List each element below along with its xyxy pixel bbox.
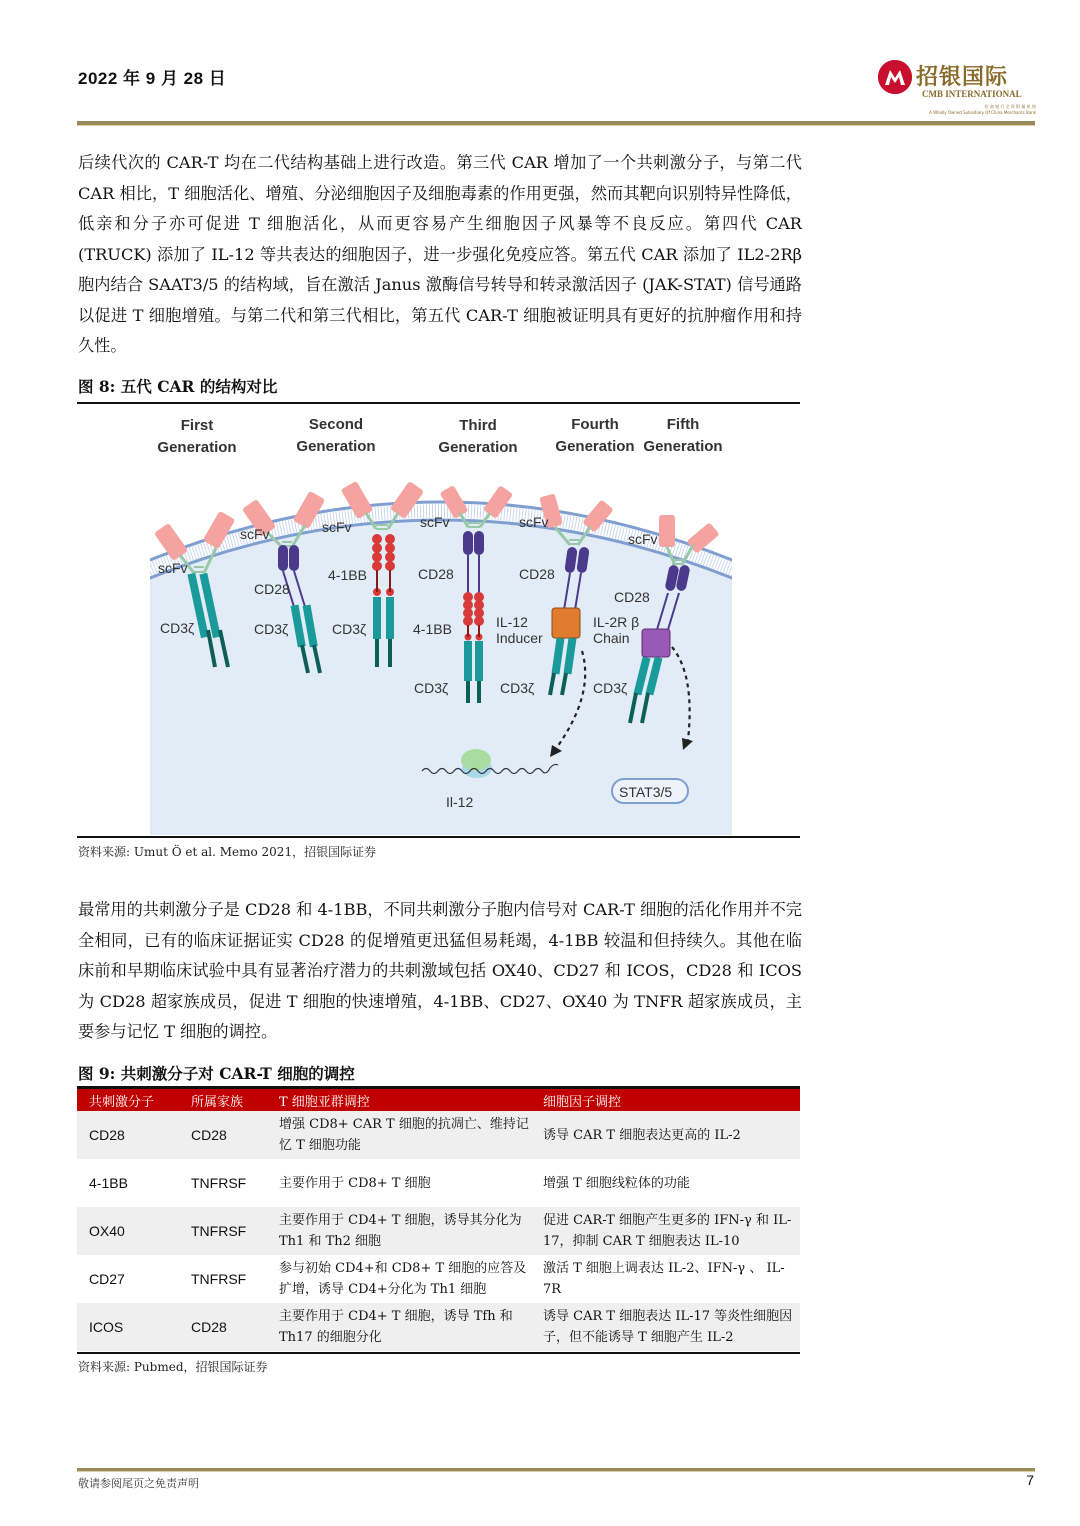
cell-family: TNFRSF bbox=[191, 1270, 247, 1287]
label-scfv-gen2b: scFv bbox=[322, 519, 352, 535]
label-scfv-gen2: scFv bbox=[240, 526, 270, 542]
label-cd3z-gen5: CD3ζ bbox=[593, 680, 628, 696]
cell-molecule: OX40 bbox=[77, 1207, 179, 1255]
label-41bb-gen3: 4-1BB bbox=[413, 621, 452, 637]
col-header-molecule: 共刺激分子 bbox=[77, 1089, 179, 1111]
cell-cytokine: 促进 CAR-T 细胞产生更多的 IFN-γ 和 IL-17，抑制 CAR T 细胞表达 IL-10 bbox=[531, 1207, 800, 1255]
label-cd3z-gen3: CD3ζ bbox=[414, 680, 449, 696]
gen4-heading-line1: Fourth bbox=[571, 416, 619, 433]
gen1-heading-line1: First bbox=[180, 417, 214, 434]
cell-tcell: 主要作用于 CD4+ T 细胞，诱导 Tfh 和 Th17 的细胞分化 bbox=[267, 1303, 531, 1351]
logo-chinese-name: 招银国际 bbox=[916, 64, 1009, 90]
figure-9-source: 资料来源: Pubmed，招银国际证券 bbox=[78, 1360, 268, 1374]
header-divider bbox=[77, 121, 1035, 126]
logo-subtitle bbox=[876, 104, 1036, 116]
label-cd28-gen5: CD28 bbox=[614, 589, 650, 605]
gen2-heading-line1: Second bbox=[308, 416, 364, 433]
figure-9-title: 图 9: 共刺激分子对 CAR-T 细胞的调控 bbox=[78, 1064, 355, 1083]
cell-cytokine: 诱导 CAR T 细胞表达 IL-17 等炎性细胞因子，但不能诱导 T 细胞产生 IL-2 bbox=[531, 1303, 800, 1351]
gen5-heading-line2: Generation bbox=[643, 438, 723, 455]
cell-tcell: 主要作用于 CD4+ T 细胞，诱导其分化为 Th1 和 Th2 细胞 bbox=[267, 1207, 531, 1255]
body-paragraph-1: 后续代次的 CAR-T 均在二代结构基础上进行改造。第三代 CAR 增加了一个共刺激分子，与第二代 CAR 相比，T 细胞活化、增殖、分泌细胞因子及细胞毒素的作用更强，然而其靶向识别特异性降低，低亲和分子亦可促进 T 细胞活化，从而更容易产生细胞因子风暴等不良反应。第四代 CAR (TRUCK) 添加了 IL-12 等共表达的细胞因子，进一步强化免疫应答。第五代 CAR 添加了 IL2-2Rβ 胞内结合 SAAT3/5 的结构域，旨在激活 Janus 激酶信号转导和转录激活因子 (JAK-STAT) 信号通路以促进 T 细胞增殖。与第二代和第三代相比，第五代 CAR-T 细胞被证明具有更好的抗肿瘤作用和持久性。 bbox=[78, 153, 802, 355]
label-il2r-line1: IL-2R β bbox=[593, 614, 640, 630]
col-header-tcell: T 细胞亚群调控 bbox=[267, 1089, 531, 1111]
logo-subtitle-en: A Wholly Owned Subsidiary Of China Merchants Bank bbox=[929, 110, 1036, 115]
gen4-heading-line2: Generation bbox=[555, 438, 635, 455]
gen3-heading-line2: Generation bbox=[438, 439, 518, 456]
cell-molecule: CD27 bbox=[89, 1270, 125, 1287]
label-il12: Il-12 bbox=[446, 794, 474, 810]
cmb-international-logo bbox=[876, 60, 1036, 122]
cell-cytokine: 激活 T 细胞上调表达 IL-2、IFN-γ 、 IL-7R bbox=[543, 1261, 785, 1297]
costimulatory-table bbox=[77, 1089, 800, 1351]
table-bottom-rule bbox=[77, 1352, 800, 1354]
cell-cytokine: 诱导 CAR T 细胞表达更高的 IL-2 bbox=[531, 1111, 800, 1159]
figure-8-title: 图 8: 五代 CAR 的结构对比 bbox=[78, 377, 278, 396]
gen2-heading-line2: Generation bbox=[296, 438, 376, 455]
label-cd28-gen2: CD28 bbox=[254, 581, 290, 597]
cell-family: CD28 bbox=[179, 1111, 267, 1159]
cell-tcell: 参与初始 CD4+和 CD8+ T 细胞的应答及扩增，诱导 CD4+分化为 Th1 细胞 bbox=[279, 1261, 527, 1297]
label-scfv-gen5: scFv bbox=[628, 531, 658, 547]
gen5-heading-line1: Fifth bbox=[666, 416, 700, 433]
label-cd28-gen3: CD28 bbox=[418, 566, 454, 582]
label-stat35: STAT3/5 bbox=[619, 784, 673, 800]
figure-8-bottom-rule bbox=[77, 836, 800, 838]
label-scfv-gen1: scFv bbox=[158, 560, 188, 576]
figure-8-top-rule bbox=[77, 402, 800, 404]
label-il2r-line2: Chain bbox=[593, 630, 630, 646]
cell-tcell: 增强 CD8+ CAR T 细胞的抗凋亡、维持记忆 T 细胞功能 bbox=[267, 1111, 531, 1159]
table-row bbox=[77, 1111, 800, 1159]
cell-tcell: 主要作用于 CD8+ T 细胞 bbox=[279, 1175, 431, 1191]
body-paragraph-2: 最常用的共刺激分子是 CD28 和 4-1BB，不同共刺激分子胞内信号对 CAR-T 细胞的活化作用并不完全相同，已有的临床证据证实 CD28 的促增殖更迅猛但易耗竭，4-1BB 较温和但持续久。其他在临床前和早期临床试验中具有显著治疗潜力的共刺激域包括 OX40、CD27 和 ICOS，CD28 和 ICOS 为 CD28 超家族成员，促进 T 细胞的快速增殖，4-1BB、CD27、OX40 为 TNFR 超家族成员，主要参与记忆 T 细胞的调控。 bbox=[78, 900, 802, 1041]
cmb-logo-mark-icon bbox=[878, 60, 912, 94]
label-il12-inducer-line2: Inducer bbox=[496, 630, 543, 646]
cell-molecule: CD28 bbox=[77, 1111, 179, 1159]
label-il12-inducer-line1: IL-12 bbox=[496, 614, 528, 630]
label-scfv-gen3: scFv bbox=[420, 514, 450, 530]
label-cd3z-gen2b: CD3ζ bbox=[332, 621, 367, 637]
page-number: 7 bbox=[1026, 1472, 1034, 1488]
table-row bbox=[77, 1303, 800, 1351]
logo-english-name: CMB INTERNATIONAL bbox=[922, 89, 1022, 99]
logo-subtitle-cn: 招 商 银 行 全 资 附 属 机 构 bbox=[984, 104, 1036, 109]
cell-family: CD28 bbox=[179, 1303, 267, 1351]
cell-cytokine: 增强 T 细胞线粒体的功能 bbox=[543, 1175, 690, 1191]
disclaimer-note: 敬请参阅尾页之免责声明 bbox=[78, 1477, 199, 1490]
label-cd3z-gen2: CD3ζ bbox=[254, 621, 289, 637]
cell-molecule: ICOS bbox=[77, 1303, 179, 1351]
footer-divider bbox=[77, 1468, 1035, 1472]
cell-family: TNFRSF bbox=[191, 1174, 247, 1191]
table-row bbox=[77, 1255, 800, 1303]
cell-family: TNFRSF bbox=[179, 1207, 267, 1255]
gen1-heading-line2: Generation bbox=[157, 439, 237, 456]
car-generations-diagram bbox=[150, 405, 732, 835]
col-header-family: 所属家族 bbox=[179, 1089, 267, 1111]
table-row bbox=[77, 1159, 800, 1207]
table-row bbox=[77, 1207, 800, 1255]
label-cd3z-gen4: CD3ζ bbox=[500, 680, 535, 696]
label-scfv-gen4: scFv bbox=[519, 514, 549, 530]
report-date: 2022 年 9 月 28 日 bbox=[78, 69, 227, 88]
table-header-row bbox=[77, 1089, 800, 1111]
cell-molecule: 4-1BB bbox=[89, 1174, 128, 1191]
label-41bb-gen2b: 4-1BB bbox=[328, 567, 367, 583]
col-header-cytokine: 细胞因子调控 bbox=[531, 1089, 800, 1111]
gen3-heading-line1: Third bbox=[459, 417, 497, 434]
figure-8-source: 资料来源: Umut Ö et al. Memo 2021，招银国际证券 bbox=[78, 845, 377, 859]
label-cd3z-gen1: CD3ζ bbox=[160, 620, 195, 636]
label-cd28-gen4: CD28 bbox=[519, 566, 555, 582]
